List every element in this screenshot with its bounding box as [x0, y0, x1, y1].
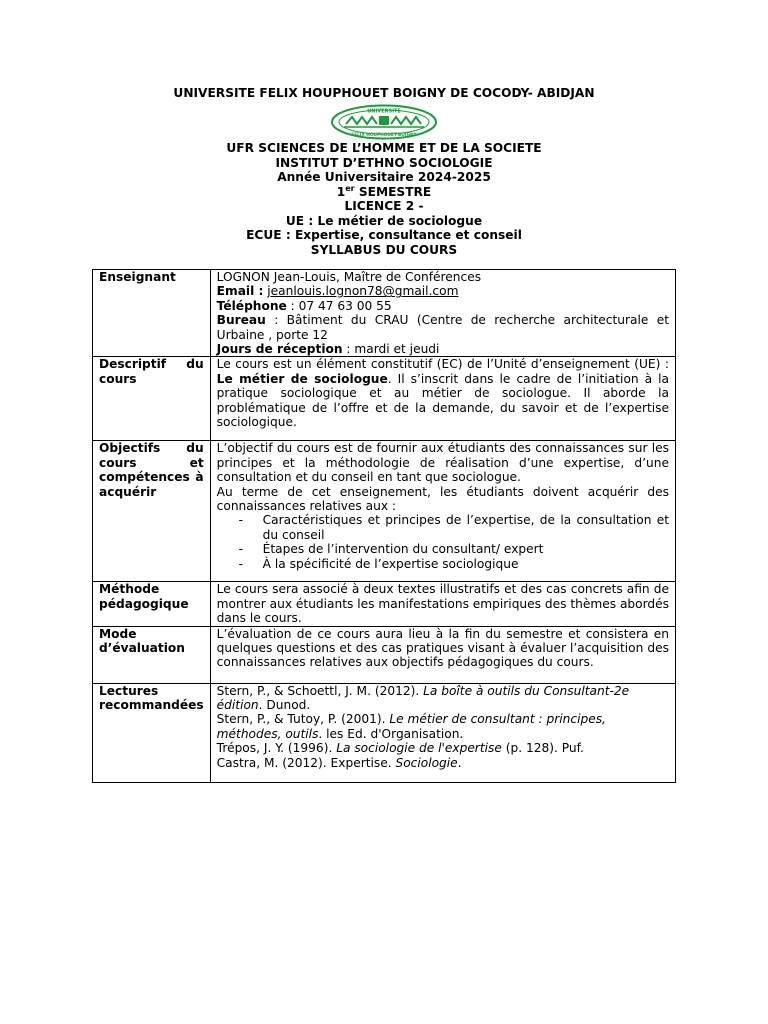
row-mode [93, 626, 676, 683]
content-methode: Le cours sera associé à deux textes illustratifs et des cas concrets afin de montrer aux étudiants les manifestations empiriques des thèmes abordés dans le cours. [210, 582, 675, 626]
competences-intro: Au terme de cet enseignement, les étudiants doivent acquérir des connaissances relatives aux : [216, 484, 669, 514]
syllabus-table [92, 269, 676, 783]
teacher-office-line: Bureau : Bâtiment du CRAU (Centre de recherche architecturale et Urbaine , porte 12 [216, 313, 669, 342]
svg-text:UNIVERSITE: UNIVERSITE [367, 108, 401, 115]
teacher-hours-line: Jours de réception : mardi et jeudi [216, 342, 440, 357]
teacher-name: LOGNON Jean-Louis, Maître de Conférences [216, 270, 482, 284]
reference-2: Stern, P., & Tutoy, P. (2001). Le métier de consultant : principes, méthodes, outils. les Ed. d'Organisation. [216, 712, 606, 741]
row-objectifs [93, 441, 676, 582]
competences-list [217, 513, 669, 571]
svg-text:FELIX HOUPHOUET-BOIGNY: FELIX HOUPHOUET-BOIGNY [351, 133, 417, 138]
ufr-name: UFR SCIENCES DE L’HOMME ET DE LA SOCIETE [226, 141, 542, 155]
reference-4: Castra, M. (2012). Expertise. Sociologie. [216, 755, 462, 770]
university-name: UNIVERSITE FELIX HOUPHOUET BOIGNY DE COCODY- ABIDJAN [173, 86, 595, 100]
syllabus-title: SYLLABUS DU COURS [310, 242, 458, 257]
row-methode [93, 582, 676, 626]
objectives-paragraph: L’objectif du cours est de fournir aux étudiants des connaissances sur les principes et la méthodologie de réalisation d’une expertise, d’une consultation et du conseil en tant que sociologue. [216, 441, 669, 485]
course-header [0, 141, 768, 257]
label-methode: Méthode pédagogique [93, 582, 211, 626]
university-heading [0, 86, 768, 101]
email-link[interactable]: jeanlouis.lognon78@gmail.com [267, 284, 459, 299]
university-logo [330, 104, 438, 140]
content-mode: L’évaluation de ce cours aura lieu à la fin du semestre et consistera en quelques questions et des cas pratiques visant à évaluer l’acquisition des connaissances relatives aux objectifs pédagogiques du cours. [210, 626, 675, 683]
list-item: - À la spécificité de l’expertise sociologique [239, 557, 669, 571]
semester: 1er SEMESTRE [336, 183, 432, 199]
label-objectifs: Objectifs du cours et compétences à acquérir [93, 441, 211, 582]
label-enseignant: Enseignant [93, 270, 211, 357]
label-descriptif: Descriptif du cours [93, 357, 211, 441]
row-lectures [93, 683, 676, 782]
ecue-title: ECUE : Expertise, consultance et conseil [246, 228, 522, 242]
teacher-phone-line: Téléphone : 07 47 63 00 55 [216, 298, 392, 313]
licence-level: LICENCE 2 - [344, 199, 424, 213]
label-mode: Mode d’évaluation [93, 626, 211, 683]
list-item: - Étapes de l’intervention du consultant/ expert [239, 542, 669, 556]
content-lectures [210, 683, 675, 782]
row-enseignant [93, 270, 676, 357]
teacher-email-line: Email : jeanlouis.lognon78@gmail.com [216, 284, 459, 299]
content-descriptif: Le cours est un élément constitutif (EC) de l’Unité d’enseignement (UE) : Le métier de sociologue. Il s’inscrit dans le cadre de l’initiation à la pratique sociologique et au métier de sociologue. Il aborde la problématique de l’offre et de la demande, du savoir et de l’expertise sociologique. [210, 357, 675, 441]
institut-name: INSTITUT D’ETHNO SOCIOLOGIE [275, 155, 493, 170]
row-descriptif [93, 357, 676, 441]
reference-3: Trépos, J. Y. (1996). La sociologie de l'expertise (p. 128). Puf. [216, 741, 584, 756]
reference-1: Stern, P., & Schoettl, J. M. (2012). La boîte à outils du Consultant-2e édition. Dunod. [216, 683, 630, 713]
content-objectifs [210, 441, 675, 582]
label-lectures: Lectures recommandées [93, 683, 211, 782]
list-item: - Caractéristiques et principes de l’expertise, de la consultation et du conseil [239, 513, 669, 542]
content-enseignant [210, 270, 675, 357]
ue-title: UE : Le métier de sociologue [285, 213, 483, 228]
academic-year: Année Universitaire 2024-2025 [277, 170, 491, 184]
